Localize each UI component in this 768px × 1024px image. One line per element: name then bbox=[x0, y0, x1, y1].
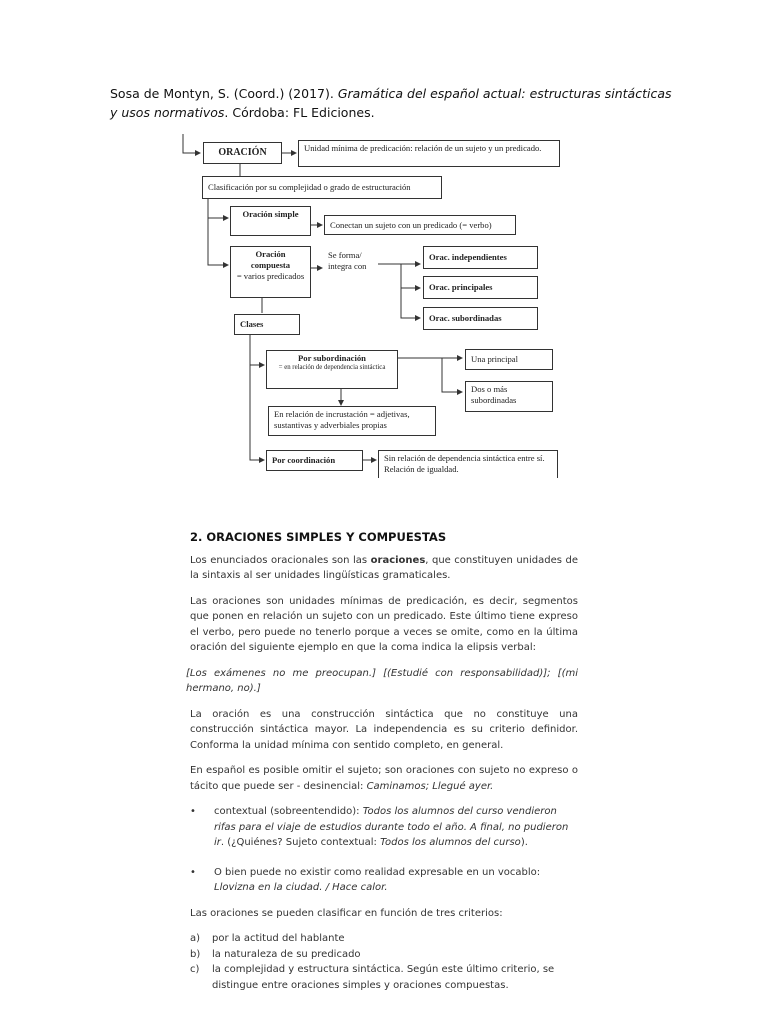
incrustacion-box: En relación de incrustación = adjetivas, sustantivas y adverbiales propias bbox=[268, 406, 436, 436]
paragraph-4-text: En español es posible omitir el sujeto; son oraciones con sujeto no expreso o tácito que puede ser - desinencial: bbox=[190, 765, 578, 792]
una-principal-box: Una principal bbox=[465, 349, 553, 370]
bullet-1-subject: Todos los alumnos del curso bbox=[380, 837, 521, 848]
paragraph-4-example: Caminamos; Llegué ayer. bbox=[366, 780, 494, 792]
paragraph-4 bbox=[190, 763, 578, 794]
criteria-item-c bbox=[190, 962, 578, 993]
oracion-compuesta-box bbox=[230, 246, 311, 298]
bullet-icon: • bbox=[190, 866, 196, 878]
criteria-text: por la actitud del hablante bbox=[212, 933, 345, 944]
subordinacion-note: = en relación de dependencia sintáctica bbox=[278, 364, 386, 371]
oracion-compuesta-note: = varios predicados bbox=[236, 271, 305, 281]
example-sentence: [Los exámenes no me preocupan.] [(Estudié con responsabilidad)]; [(mi hermano, no).] bbox=[186, 667, 578, 694]
oracion-compuesta-label: Oración compuesta bbox=[250, 249, 291, 270]
paragraph-1 bbox=[190, 553, 578, 584]
bullet-1-example: Todos los alumnos del curso vendieron rifas para el viaje de estudios durante todo el año. A final, no pudieron ir bbox=[214, 806, 569, 848]
bullet-1-text-a: contextual (sobreentendido): bbox=[214, 806, 363, 817]
sentence-classification-diagram bbox=[170, 130, 570, 478]
oracion-simple-definition-box: Conectan un sujeto con un predicado (= verbo) bbox=[324, 215, 516, 235]
bullet-2-text: O bien puede no existir como realidad expresable en un vocablo: bbox=[214, 866, 541, 878]
criteria-letter: a) bbox=[190, 933, 201, 944]
citation-publisher: . Córdoba: FL Ediciones. bbox=[224, 105, 375, 120]
paragraph-3: La oración es una construcción sintáctica que no constituye una construcción sintáctica mayor. La independencia es su criterio definidor. Conforma la unidad mínima con sentido completo, en general. bbox=[190, 708, 578, 751]
citation-authors: Sosa de Montyn, S. (Coord.) (2017). bbox=[110, 86, 338, 101]
paragraph-5: Las oraciones se pueden clasificar en función de tres criterios: bbox=[190, 907, 503, 919]
independientes-box: Orac. independientes bbox=[423, 246, 538, 269]
bullet-icon: • bbox=[190, 806, 196, 817]
bullet-2-example: Llovizna en la ciudad. / Hace calor. bbox=[214, 882, 388, 893]
bullet-1-text-b: . (¿Quiénes? Sujeto contextual: bbox=[220, 837, 381, 848]
subordinacion-label: Por subordinación bbox=[298, 353, 366, 363]
oracion-box: ORACIÓN bbox=[203, 142, 282, 164]
oraciones-term: oraciones bbox=[370, 554, 426, 566]
criteria-letter: c) bbox=[190, 964, 200, 975]
coordinacion-box: Por coordinación bbox=[266, 450, 363, 471]
oracion-simple-box: Oración simple bbox=[230, 206, 311, 236]
bullet-no-subject bbox=[190, 865, 578, 896]
criteria-text: la complejidad y estructura sintáctica. Según este último criterio, se distingue entre oraciones simples y oraciones compuestas. bbox=[212, 964, 555, 991]
principales-box: Orac. principales bbox=[423, 276, 538, 299]
se-forma-label: Se forma/ integra con bbox=[328, 250, 367, 271]
section-heading: 2. ORACIONES SIMPLES Y COMPUESTAS bbox=[190, 530, 447, 544]
clases-box: Clases bbox=[234, 314, 300, 335]
oraciones-section bbox=[186, 530, 578, 993]
classification-box: Clasificación por su complejidad o grado de estructuración bbox=[202, 176, 442, 199]
coordinacion-definition-box: Sin relación de dependencia sintáctica entre sí. Relación de igualdad. bbox=[378, 450, 558, 478]
dos-o-mas-subordinadas-box: Dos o más subordinadas bbox=[465, 381, 553, 412]
subordinacion-box bbox=[266, 350, 398, 389]
criteria-item-a bbox=[190, 931, 578, 947]
paragraph-1-text-b: , que constituyen unidades de la sintaxis al ser unidades lingüísticas gramaticales. bbox=[190, 554, 578, 581]
criteria-text: la naturaleza de su predicado bbox=[212, 948, 361, 960]
subordinadas-box: Orac. subordinadas bbox=[423, 307, 538, 330]
citation-title: Gramática del español actual: estructuras sintácticas y usos normativos bbox=[110, 86, 672, 120]
paragraph-2: Las oraciones son unidades mínimas de predicación, es decir, segmentos que ponen en relación un sujeto con un predicado. Este último tiene expreso el verbo, pero puede no tenerlo porque a veces se omite, como en la última oración del siguiente ejemplo en que la coma indica la elipsis verbal: bbox=[190, 595, 578, 653]
oracion-definition-box: Unidad mínima de predicación: relación de un sujeto y un predicado. bbox=[298, 140, 560, 167]
criteria-item-b bbox=[190, 947, 578, 963]
bullet-contextual bbox=[190, 804, 578, 851]
paragraph-1-text-a: Los enunciados oracionales son las bbox=[190, 554, 371, 566]
criteria-letter: b) bbox=[190, 948, 201, 960]
bibliographic-citation bbox=[110, 84, 680, 122]
bullet-1-text-c: ). bbox=[520, 837, 528, 848]
